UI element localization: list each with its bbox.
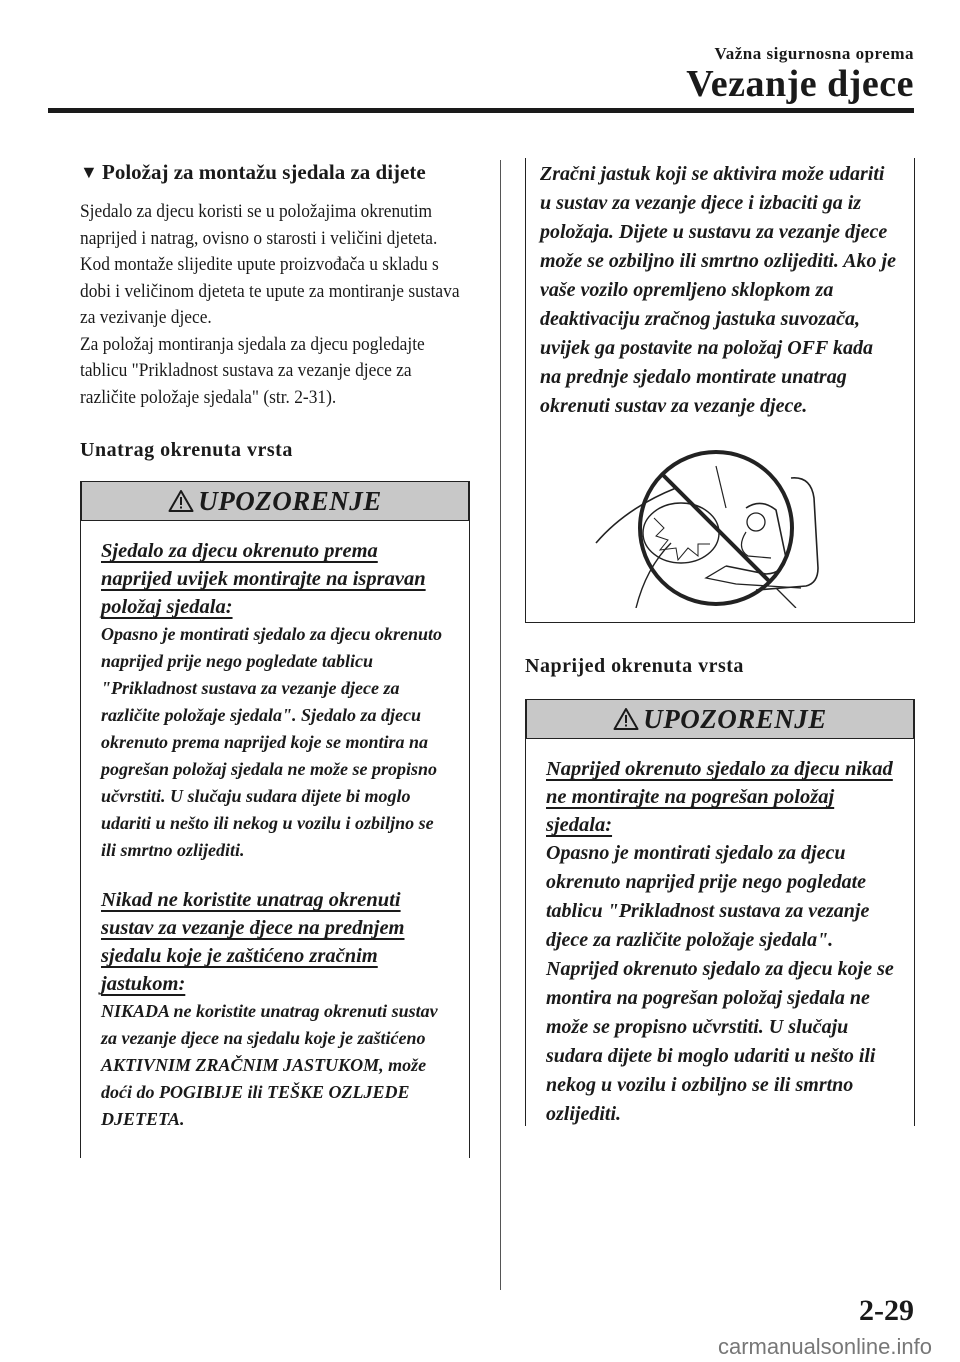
warning-2-continued-text: Zračni jastuk koji se aktivira može udariti u sustav za vezanje djece i izbaciti ga iz položaja. Dijete u sustavu za vezanje djece može se ozbiljno ili smrtno ozlijediti. Ako je vaše vozilo opremljeno sklopkom za deaktivaciju zračnog jastuka suvozača, uvijek ga postavite na položaj OFF kada na prednje sjedalo montirate unatrag okrenuti sustav za vezanje djece. (540, 163, 896, 417)
warning-box-rear (80, 481, 470, 1158)
airbag-child-seat-prohibited-illustration (586, 448, 836, 608)
right-column (525, 158, 915, 1126)
warning-3-title-text: Naprijed okrenuto sjedalo za djecu nikad ne montirajte na pogrešan položaj sjedala: (546, 758, 893, 836)
warning-label: UPOZORENJE (643, 703, 827, 734)
warning-continuation-box (525, 158, 915, 623)
warning-3-text: Opasno je montirati sjedalo za djecu okrenuto naprijed prije nego pogledate tablicu "Prikladnost sustava za vezanje djece za različite položaje sjedala". Naprijed okrenuto sjedalo za djecu koje se montira na pogrešan položaj sjedala ne može se propisno učvrstiti. U slučaju sudara dijete bi moglo udariti u nešto ili nekog u vozilu i ozbiljno se ili smrtno ozlijediti. (546, 842, 894, 1125)
warning-header (526, 699, 914, 739)
section-heading-text: Položaj za montažu sjedala za dijete (102, 160, 426, 184)
page-title: Vezanje djece (686, 63, 914, 105)
triangle-marker-icon: ▼ (80, 162, 98, 182)
warning-header (81, 481, 469, 521)
warning-triangle-icon (613, 707, 639, 731)
warning-2-title-text: Nikad ne koristite unatrag okrenuti sustav za vezanje djece na prednjem sjedalu koje je zaštićeno zračnim jastukom: (101, 889, 405, 995)
warning-1-text: Opasno je montirati sjedalo za djecu okrenuto naprijed prije nego pogledate tablicu "Prikladnost sustava za vezanje djece za različite položaje sjedala". Sjedalo za djecu okrenuto prema naprijed koje se montira na pogrešan položaj sjedala ne može se propisno učvrstiti. U slučaju sudara dijete bi moglo udariti u nešto ili nekog u vozilu i ozbiljno se ili smrtno ozlijediti. (101, 624, 443, 860)
rear-facing-heading: Unatrag okrenuta vrsta (80, 439, 293, 461)
left-column (80, 158, 470, 1158)
warning-2-title (101, 886, 453, 998)
warning-1-title (101, 537, 453, 621)
warning-body (81, 521, 469, 1147)
reference-paragraph: Za položaj montiranja sjedala za djecu pogledajte tablicu "Prikladnost sustava za vezanje djece za različite položaje sjedala" (str. 2-31). (80, 334, 425, 408)
warning-1-title-text: Sjedalo za djecu okrenuto prema naprijed uvijek montirajte na ispravan položaj sjedala: (101, 540, 426, 618)
warning-2-text: NIKADA ne koristite unatrag okrenuti sustav za vezanje djece na sjedalu koje je zaštićeno AKTIVNIM ZRAČNIM JASTUKOM, može doći do POGIBIJE ili TEŠKE OZLJEDE DJETETA. (101, 1001, 438, 1129)
warning-label: UPOZORENJE (198, 485, 382, 516)
warning-triangle-icon (168, 489, 194, 513)
header-rule (48, 108, 914, 113)
column-divider (500, 160, 501, 1290)
intro-paragraph: Sjedalo za djecu koristi se u položajima okrenutim naprijed i natrag, ovisno o starosti i veličini djeteta. Kod montaže slijedite upute proizvođača u skladu s dobi i veličinom djeteta te upute za montiranje sustava za vezivanje djece. (80, 202, 460, 328)
warning-box-front (525, 699, 915, 1126)
section-name: Važna sigurnosna oprema (714, 44, 914, 63)
watermark: carmanualsonline.info (717, 1334, 932, 1359)
front-facing-heading: Naprijed okrenuta vrsta (525, 655, 744, 677)
page-number: 2-29 (859, 1294, 914, 1327)
warning-3-title (546, 755, 898, 839)
warning-body (526, 739, 914, 1143)
section-heading (80, 158, 470, 187)
